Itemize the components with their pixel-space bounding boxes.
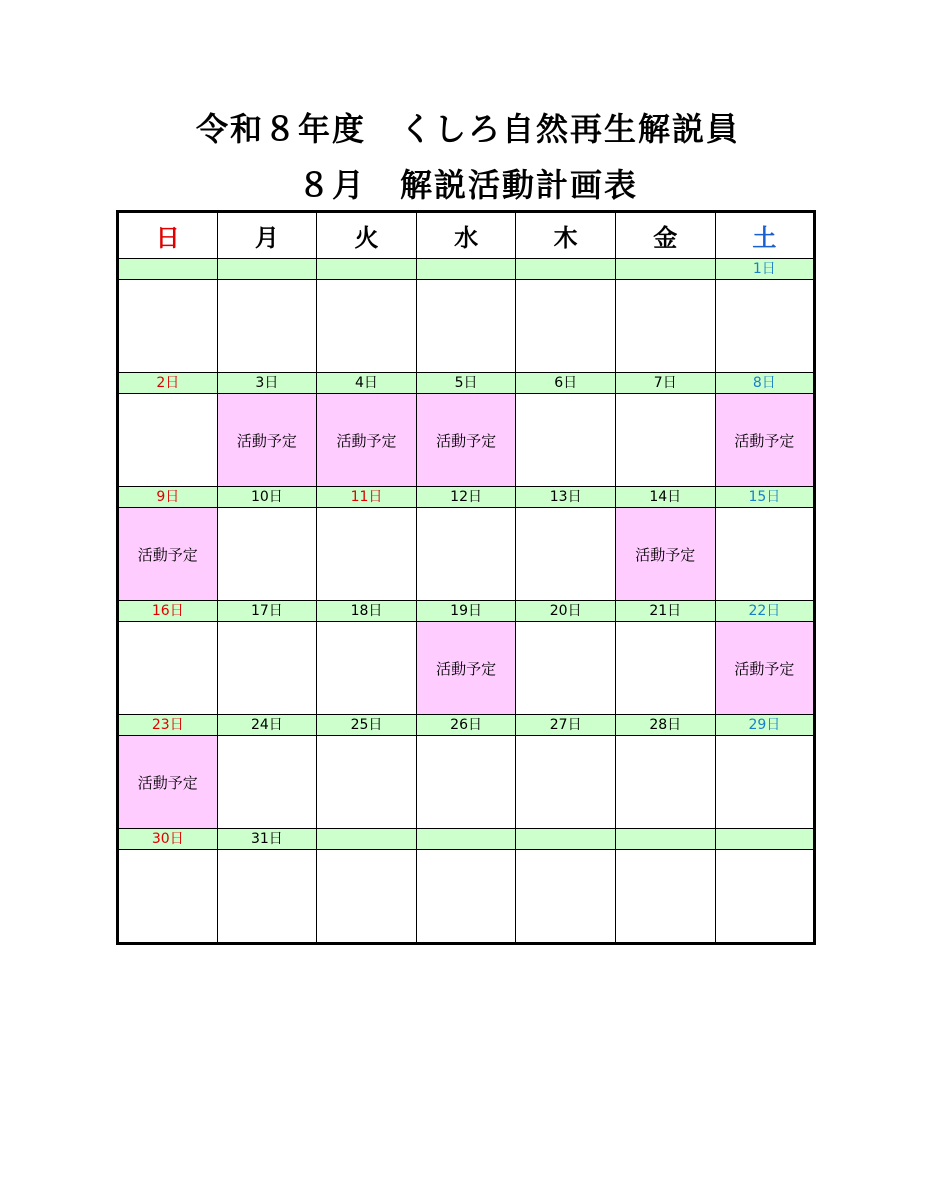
activity-cell [715, 736, 815, 829]
activity-cell [217, 508, 317, 601]
date-cell: 10日 [217, 487, 317, 508]
date-cell: 14日 [615, 487, 715, 508]
date-cell [615, 829, 715, 850]
activity-cell [416, 736, 516, 829]
date-cell: 26日 [416, 715, 516, 736]
date-cell: 29日 [715, 715, 815, 736]
activity-cell: 活動予定 [118, 508, 218, 601]
date-cell: 18日 [317, 601, 417, 622]
date-cell: 27日 [516, 715, 616, 736]
date-row [118, 601, 815, 622]
weekday-header-row [118, 212, 815, 259]
date-cell: 4日 [317, 373, 417, 394]
title-line-1: 令和８年度 くしろ自然再生解説員 [195, 110, 740, 148]
date-cell: 25日 [317, 715, 417, 736]
activity-cell [615, 736, 715, 829]
weekday-sun: 日 [118, 212, 218, 259]
activity-cell [217, 736, 317, 829]
title-line-2: ８月 解説活動計画表 [297, 166, 638, 204]
date-cell: 9日 [118, 487, 218, 508]
date-cell: 31日 [217, 829, 317, 850]
activity-cell [516, 394, 616, 487]
activity-cell [516, 280, 616, 373]
activity-row [118, 622, 815, 715]
date-cell: 1日 [715, 259, 815, 280]
date-cell: 2日 [118, 373, 218, 394]
date-cell: 5日 [416, 373, 516, 394]
activity-cell [118, 850, 218, 944]
activity-cell: 活動予定 [416, 394, 516, 487]
calendar-table [116, 210, 816, 945]
activity-row [118, 508, 815, 601]
activity-cell [217, 850, 317, 944]
date-cell: 19日 [416, 601, 516, 622]
activity-cell: 活動予定 [615, 508, 715, 601]
activity-cell [317, 280, 417, 373]
date-row [118, 259, 815, 280]
date-cell [516, 259, 616, 280]
activity-cell [715, 508, 815, 601]
date-cell: 7日 [615, 373, 715, 394]
date-cell: 20日 [516, 601, 616, 622]
weekday-tue: 火 [317, 212, 417, 259]
activity-cell [416, 280, 516, 373]
activity-row [118, 736, 815, 829]
date-cell [416, 259, 516, 280]
activity-cell [516, 508, 616, 601]
activity-cell [317, 622, 417, 715]
date-cell: 8日 [715, 373, 815, 394]
activity-cell [118, 622, 218, 715]
date-cell [615, 259, 715, 280]
date-cell: 30日 [118, 829, 218, 850]
activity-cell [615, 394, 715, 487]
activity-cell [715, 280, 815, 373]
activity-cell [317, 850, 417, 944]
activity-row [118, 394, 815, 487]
date-cell: 24日 [217, 715, 317, 736]
date-cell: 6日 [516, 373, 616, 394]
activity-cell [516, 622, 616, 715]
activity-cell [615, 280, 715, 373]
activity-cell: 活動予定 [416, 622, 516, 715]
date-row [118, 373, 815, 394]
date-cell [118, 259, 218, 280]
date-row [118, 829, 815, 850]
activity-row [118, 850, 815, 944]
activity-cell [217, 622, 317, 715]
activity-cell [516, 850, 616, 944]
activity-cell [615, 850, 715, 944]
activity-cell [416, 850, 516, 944]
date-cell: 15日 [715, 487, 815, 508]
activity-cell [317, 736, 417, 829]
activity-cell [217, 280, 317, 373]
activity-cell [416, 508, 516, 601]
activity-cell [118, 280, 218, 373]
date-cell [317, 259, 417, 280]
date-cell [217, 259, 317, 280]
date-cell [416, 829, 516, 850]
date-cell [317, 829, 417, 850]
date-cell: 28日 [615, 715, 715, 736]
date-cell [516, 829, 616, 850]
weekday-wed: 水 [416, 212, 516, 259]
activity-cell [317, 508, 417, 601]
date-cell: 11日 [317, 487, 417, 508]
activity-cell: 活動予定 [715, 394, 815, 487]
date-cell: 12日 [416, 487, 516, 508]
date-row [118, 487, 815, 508]
date-cell: 3日 [217, 373, 317, 394]
activity-cell: 活動予定 [217, 394, 317, 487]
date-cell: 21日 [615, 601, 715, 622]
weekday-fri: 金 [615, 212, 715, 259]
activity-cell: 活動予定 [317, 394, 417, 487]
activity-cell: 活動予定 [715, 622, 815, 715]
weekday-sat: 土 [715, 212, 815, 259]
date-row [118, 715, 815, 736]
activity-cell [516, 736, 616, 829]
date-cell: 23日 [118, 715, 218, 736]
date-cell: 17日 [217, 601, 317, 622]
date-cell: 13日 [516, 487, 616, 508]
activity-cell [615, 622, 715, 715]
activity-cell [715, 850, 815, 944]
activity-cell [118, 394, 218, 487]
weekday-thu: 木 [516, 212, 616, 259]
date-cell: 22日 [715, 601, 815, 622]
date-cell: 16日 [118, 601, 218, 622]
weekday-mon: 月 [217, 212, 317, 259]
date-cell [715, 829, 815, 850]
activity-cell: 活動予定 [118, 736, 218, 829]
activity-row [118, 280, 815, 373]
